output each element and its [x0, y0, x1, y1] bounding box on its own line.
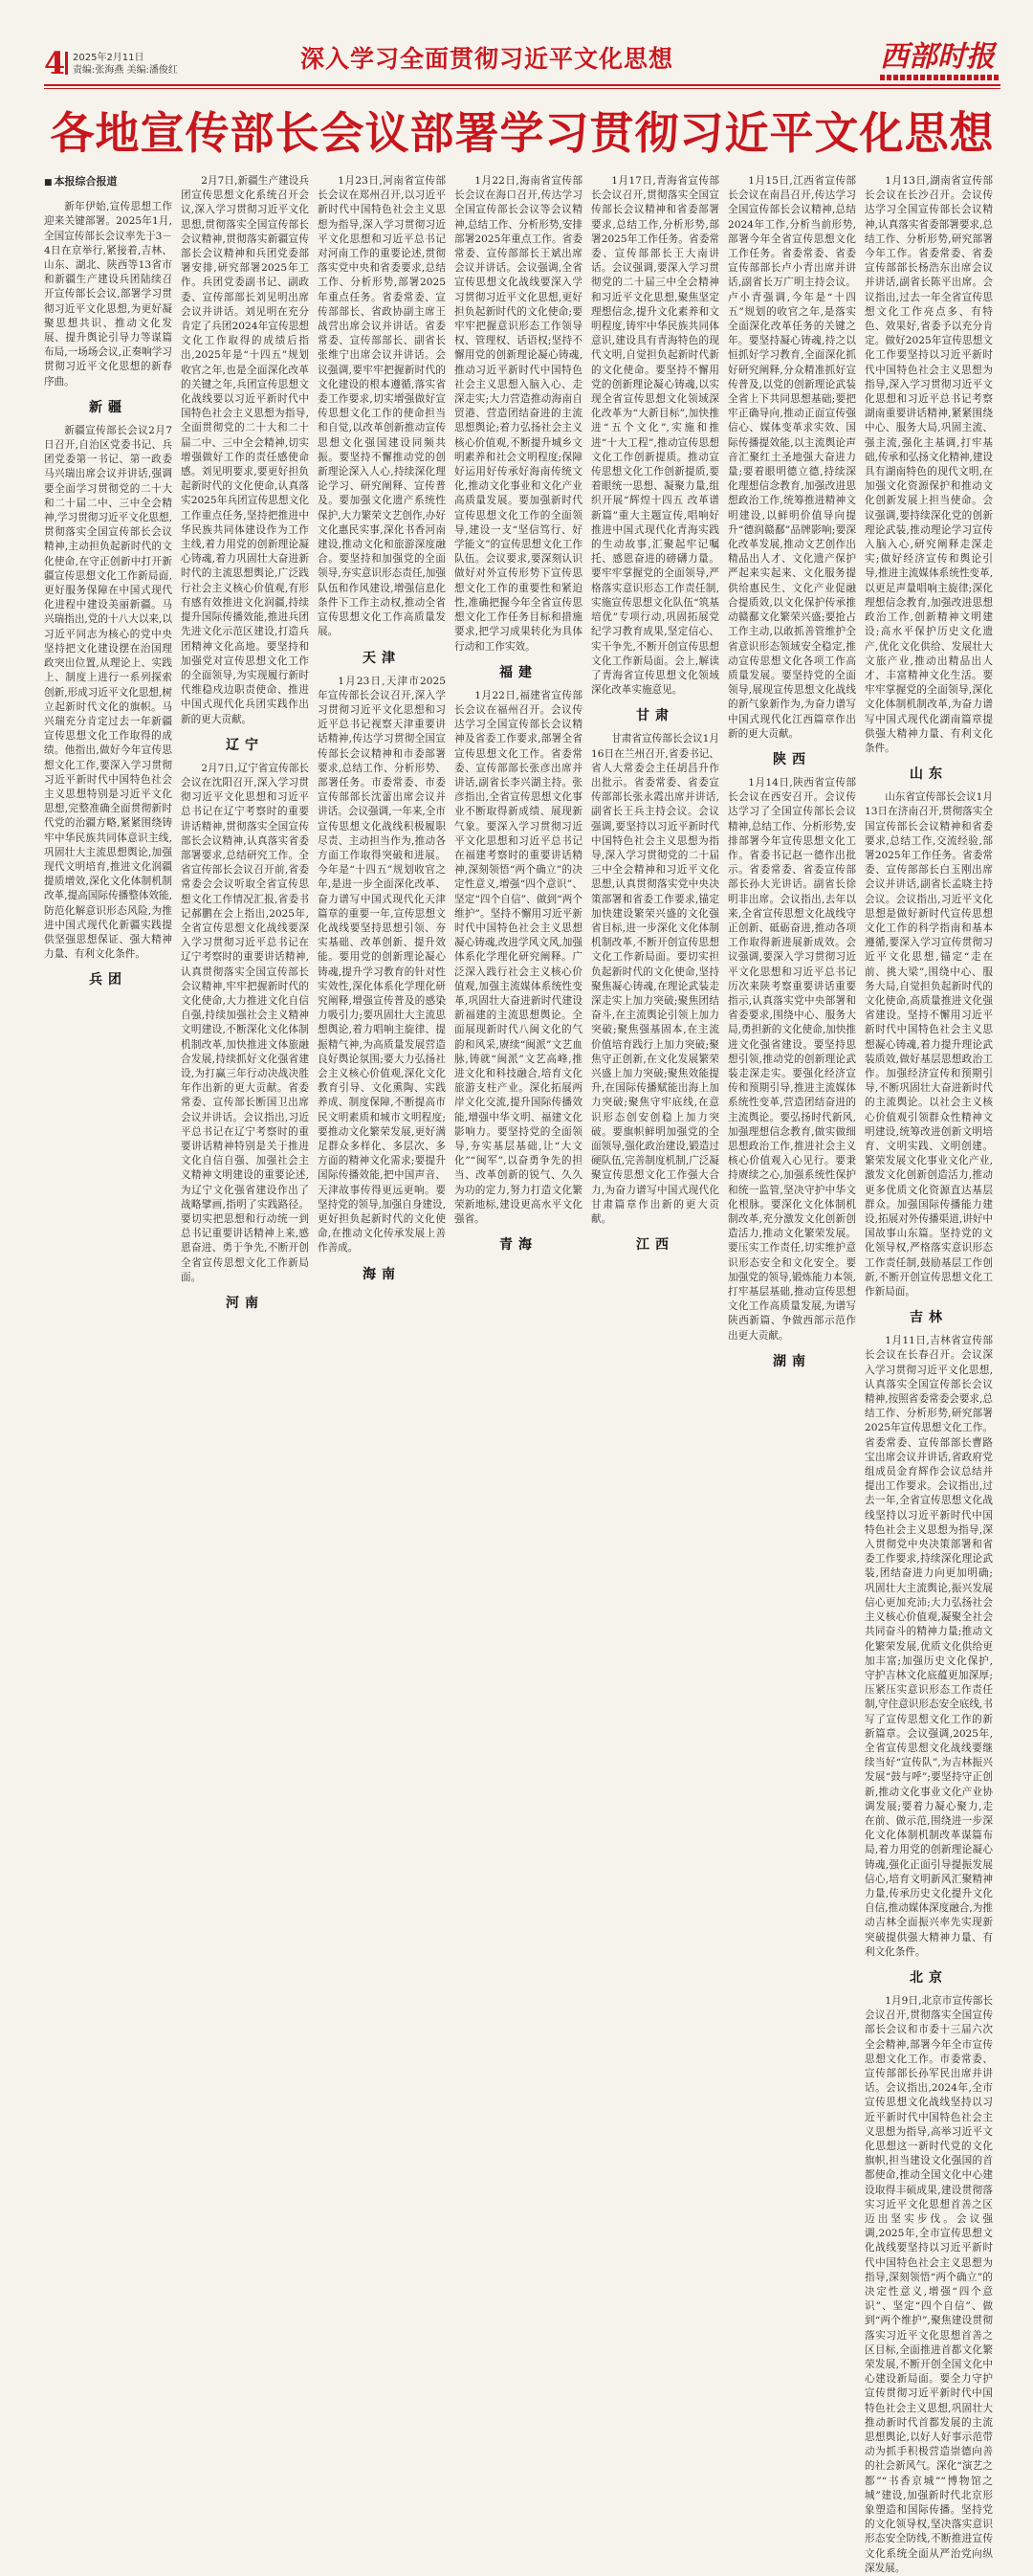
- section-heading-shaanxi: 陕西: [773, 751, 811, 767]
- section-heading-bingtuan: 兵团: [89, 972, 127, 988]
- article-column-3: [318, 174, 446, 1435]
- editors-credit: 责编:张海燕 美编:潘俊红: [73, 65, 178, 76]
- section-text-tianjin: 1月23日,天津市2025年宣传部长会议召开,深入学习贯彻习近平文化思想和习近平总书记视察天津重要讲话精神,传达学习贯彻全国宣传部长会议精神和市委部署要求,总结工作、分析形势、部署任务。市委常委、市委宣传部部长沈蕾出席会议并讲话。会议强调,一年来,全市宣传思想文化战线积极履职尽责、主动担当作为,推动各方面工作取得突破和进展。今年是“十四五”规划收官之年,是进一步全面深化改革、奋力谱写中国式现代化天津篇章的重要一年,宣传思想文化战线要坚持思想引领、夯实基础、改革创新、提升效能。要用党的创新理论凝心铸魂,提升学习教育的针对性实效性,深化体系化学理化研究阐释,增强宣传普及的感染力吸引力;要巩固壮大主流思想舆论,着力唱响主旋律、提振精气神,为高质量发展营造良好舆论氛围;要大力弘扬社会主义核心价值观,深化文化教育引导、文化熏陶、实践养成、制度保障,不断提高市民文明素质和城市文明程度;要推动文化繁荣发展,更好满足群众多样化、多层次、多方面的精神文化需求;要提升国际传播效能,把中国声音、天津故事传得更远更响。要坚持党的领导,加强自身建设,更好担负起新时代的文化使命,在推动文化传承发展上善作善成。: [318, 675, 446, 1255]
- intro-paragraph: 新年伊始,宣传思想工作迎来关键部署。2025年1月,全国宣传部长会议率先于3－4日在京举行,紧接着,吉林、山东、湖北、陕西等13省市和新疆生产建设兵团陆续召开宣传部长会议,部署学习贯彻习近平文化思想,为更好凝聚思想共识、推动文化发展、提升舆论引导力等谋篇布局,一场场会议,正奏响学习贯彻习近平文化思想的新春序曲。: [44, 201, 172, 388]
- section-text-xinjiang: 新疆宣传部长会议2月7日召开,自治区党委书记、兵团党委第一书记、第一政委马兴瑞出席会议并讲话,强调要全面学习贯彻党的二十大和二十届二中、三中全会精神,学习贯彻习近平文化思想,贯彻落实全国宣传部长会议精神,主动担负起新时代的文化使命,在守正创新中打开新疆宣传思想文化工作新局面,更好服务保障在中国式现代化进程中建设美丽新疆。马兴瑞指出,党的十八大以来,以习近平同志为核心的党中央坚持把文化建设摆在治国理政突出位置,从理论上、实践上、制度上进行一系列探索创新,形成习近平文化思想,树立起新时代文化的旗帜。马兴瑞充分肯定过去一年新疆宣传思想文化工作取得的成绩。他指出,做好今年宣传思想文化工作,要深入学习贯彻习近平新时代中国特色社会主义思想特别是习近平文化思想,完整准确全面贯彻新时代党的治疆方略,紧紧围绕铸牢中华民族共同体意识主线,巩固壮大主流思想舆论,加强现代文明培育,推进文化润疆提质增效,深化文化体制机制改革,提高国际传播整体效能,防范化解意识形态风险,为推进中国式现代化新疆实践提供坚强思想保证、强大精神力量、有利文化条件。: [44, 424, 172, 961]
- article-column-5: [591, 174, 719, 1435]
- section-text-fujian: 1月22日,福建省宣传部长会议在福州召开。会议传达学习全国宣传部长会议精神及省委工作要求,部署全省宣传思想文化工作。省委常委、宣传部部长张彦出席并讲话,副省长李兴湖主持。张彦指出,全省宣传思想文化事业不断取得新成绩、展现新气象。要深入学习贯彻习近平文化思想和习近平总书记在福建考察时的重要讲话精神,深刻领悟“两个确立”的决定性意义,增强“四个意识”、坚定“四个自信”、做到“两个维护”。坚持不懈用习近平新时代中国特色社会主义思想凝心铸魂,改进学风文风,加强体系化学理化研究阐释。广泛深入践行社会主义核心价值观,加强主流媒体系统性变革,巩固壮大奋进新时代建设新福建的主流思想舆论。全面展现新时代八闽文化的气韵和风采,赓续“闽派”文艺血脉,铸就“闽派”文艺高峰,推进文化和科技融合,培育文化旅游支柱产业。深化拓展两岸文化交流,提升国际传播效能,增强中华文明、福建文化影响力。要坚持党的全面领导,夯实基层基础,让“大文化”“闽军”,以奋勇争先的担当、改革创新的锐气、久久为功的定力,努力打造文化繁荣新地标,建设更高水平文化强省。: [454, 689, 582, 1226]
- section-heading-qinghai: 青海: [499, 1237, 538, 1254]
- header-rule: [44, 84, 1000, 86]
- byline: ■ 本报综合报道: [44, 174, 172, 190]
- header-divider: [65, 52, 68, 75]
- section-heading-liaoning: 辽宁: [226, 737, 264, 753]
- section-heading-hainan: 海南: [363, 1266, 401, 1282]
- article-column-1: [44, 174, 172, 1435]
- logo-underline: [880, 75, 1000, 80]
- section-text-shaanxi: 1月14日,陕西省宣传部长会议在西安召开。会议传达学习了全国宣传部长会议精神,总结工作、分析形势,安排部署今年宣传思想文化工作。省委书记赵一德作出批示。省委常委、省委宣传部部长孙大光讲话。副省长徐明非出席。会议指出,去年以来,全省宣传思想文化战线守正创新、砥砺奋进,推动各项工作取得新进展新成效。会议强调,要深入学习贯彻习近平文化思想和习近平总书记历次来陕考察重要讲话重要指示,认真落实党中央部署和省委要求,围绕中心、服务大局,勇担新的文化使命,加快推进文化强省建设。要坚持思想引领,推动党的创新理论武装走深走实。要强化经济宣传和预期引导,推进主流媒体系统性变革,营造团结奋进的主流舆论。要弘扬时代新风,加强理想信念教育,做实做细思想政治工作,推进社会主义核心价值观入心见行。要秉持赓续之心,加强系统性保护和统一监管,坚决守护中华文化根脉。要深化文化体制机制改革,充分激发文化创新创造活力,推动文化繁荣发展。要压实工作责任,切实维护意识形态安全和文化安全。要加强党的领导,锻炼能力本领,打牢基层基础,推动宣传思想文化工作高质量发展,为谱写陕西新篇、争做西部示范作出更大贡献。: [728, 776, 856, 1342]
- issue-date: 2025年2月11日: [73, 53, 144, 63]
- page-header: [44, 40, 1000, 82]
- section-text-shandong: 山东省宣传部长会议1月13日在济南召开,贯彻落实全国宣传部长会议精神和省委要求,总结工作,交流经验,部署2025年工作任务。省委常委、宣传部部长白玉刚出席会议并讲话,副省长孟晓主持会议。会议指出,习近平文化思想是做好新时代宣传思想文化工作的科学指南和基本遵循,要深入学习宣传贯彻习近平文化思想,锚定“走在前、挑大梁”,围绕中心、服务大局,自觉担负起新时代的文化使命,高质量推进文化强省建设。坚持不懈用习近平新时代中国特色社会主义思想凝心铸魂,着力提升理论武装质效,做好基层思想政治工作。加强经济宣传和预期引导,不断巩固壮大奋进新时代的主流舆论。以社会主义核心价值观引领群众性精神文明建设,统筹改进创新文明培育、文明实践、文明创建。繁荣发展文化事业文化产业,激发文化创新创造活力,推动更多优质文化资源直达基层群众。加强国际传播能力建设,拓展对外传播渠道,讲好中国故事山东篇。坚持党的文化领导权,严格落实意识形态工作责任制,鼓励基层工作创新,不断开创宣传思想文化工作新局面。: [865, 791, 993, 1299]
- article-column-4: [454, 174, 582, 1435]
- section-heading-gansu: 甘肃: [636, 708, 674, 724]
- section-text-henan: 1月23日,河南省宣传部长会议在郑州召开,以习近平新时代中国特色社会主义思想为指导,深入学习贯彻习近平文化思想和习近平总书记对河南工作的重要论述,贯彻落实党中央和省委要求,总结工作、分析形势,部署2025年重点任务。省委常委、宣传部部长、省政协副主席王战营出席会议并讲话。省委常委、宣传部部长、副省长张维宁出席会议并讲话。会议强调,要牢牢把握新时代的文化建设的根本遵循,落实省委工作要求,切实增强做好宣传思想文化工作的使命担当和自觉,以改革创新推动宣传思想文化强国建设同频共振。要坚持不懈推动党的创新理论深入人心,持续深化理论学习、研究阐释、宣传普及。要加强文化遗产系统性保护,大力繁荣文艺创作,办好文化惠民实事,深化书香河南建设,推动文化和旅游深度融合。要坚持和加强党的全面领导,夯实意识形态责任,加强队伍和作风建设,增强信息化条件下工作主动权,推动全省宣传思想文化工作高质量发展。: [318, 175, 446, 638]
- section-text-liaoning: 2月7日,辽宁省宣传部长会议在沈阳召开,深入学习贯彻习近平文化思想和习近平总书记在辽宁考察时的重要讲话精神,贯彻落实全国宣传部长会议精神,认真落实省委部署要求,总结研究工作。全省宣传部长会议召开前,省委常委会会议听取全省宣传思想文化工作情况汇报,省委书记郝鹏在会上指出,2025年,全省宣传思想文化战线要深入学习贯彻习近平总书记在辽宁考察时的重要讲话精神,认真贯彻落实全国宣传部长会议精神,牢牢把握新时代的文化使命,大力推进文化自信自强,持续加强社会主义精神文明建设,不断深化文化体制机制改革,加快推进文体旅融合发展,持续抓好文化强省建设,为打赢三年行动决战决胜年作出新的更大贡献。省委常委、宣传部长断国卫出席会议并讲话。会议指出,习近平总书记在辽宁考察时的重要讲话精神特别是关于推进文化自信自强、加强社会主义精神文明建设的重要论述,为辽宁文化强省建设作出了战略擘画,指明了实践路径。要切实把思想和行动统一到总书记重要讲话精神上来,感恩奋进、勇于争先,不断开创全省宣传思想文化工作新局面。: [181, 762, 309, 1283]
- section-heading-tianjin: 天津: [363, 650, 401, 666]
- header-meta: [73, 52, 178, 77]
- section-text-hainan: 1月22日,海南省宣传部长会议在海口召开,传达学习全国宣传部长会议等会议精神,总结工作、分析形势,安排部署2025年重点工作。省委常委、宣传部部长王斌出席会议并讲话。会议强调,全省宣传思想文化战线要深入学习贯彻习近平文化思想,更好担负起新时代的文化使命;要牢牢把握意识形态工作领导权、管理权、话语权;坚持不懈用党的创新理论凝心铸魂,推动习近平新时代中国特色社会主义思想入脑入心、走深走实;大力营造推动海南自贸港、营造团结奋进的主流思想舆论;着力弘扬社会主义核心价值观,不断提升城乡文明素养和社会文明程度;保障好运用好传承好海南传统文化,推动文化事业和文化产业高质量发展。要加强新时代宣传思想文化工作的全面领导,建设一支“坚信笃行、好学能文”的宣传思想文化工作队伍。会议要求,要深刻认识做好对外宣传形势下宣传思想文化工作的重要性和紧迫性,准确把握今年全省宣传思想文化工作任务目标和措施要求,把学习成果转化为具体行动和工作实效。: [454, 175, 582, 653]
- section-heading-beijing: 北京: [910, 1969, 948, 1986]
- section-text-qinghai: 1月17日,青海省宣传部长会议召开,贯彻落实全国宣传部长会议精神和省委部署要求,总结工作,分析形势,部署2025年工作任务。省委常委、宣传部部长王大南讲话。会议强调,要深入学习贯彻党的二十届三中全会精神和习近平文化思想,聚焦坚定理想信念,提升文化素养和文明程度,铸牢中华民族共同体意识,建设具有青海特色的现代文明,自觉担负起新时代新的文化使命。要坚持不懈用党的创新理论凝心铸魂,以实现全省宣传思想文化领域深化改革为“大新目标”,加快推进“五个文化”,实施和推进“十大工程”,推动宣传思想文化工作创新提质。推动宣传思想文化工作创新提质,要着眼统一思想、凝聚力量,组织开展“辉煌十四五 改革谱新篇”重大主题宣传,唱响好推进中国式现代化青海实践的生动故事,汇聚起牢记嘱托、感恩奋进的磅礴力量。要牢牢掌握党的全面领导,严格落实意识形态工作责任制,实施宣传思想文化队伍“筑基培优”专项行动,巩固拓展党纪学习教育成果,坚定信心、实干争先,不断开创宣传思想文化工作新局面。会上,解读了青海省宣传思想文化领域深化改革实施意见。: [591, 175, 719, 697]
- newspaper-logo: 西部时报: [880, 40, 995, 74]
- page-number: 4: [44, 45, 66, 81]
- section-banner: 深入学习全面贯彻习近平文化思想: [300, 45, 674, 73]
- section-heading-xinjiang: 新疆: [89, 399, 127, 415]
- section-text-jilin: 1月11日,吉林省宣传部长会议在长春召开。会议深入学习贯彻习近平文化思想,认真落实全国宣传部长会议精神,按照省委常委会要求,总结工作、分析形势,研究部署2025年宣传思想文化工作。省委常委、宣传部部长曹路宝出席会议并讲话,省政府党组成员金育辉作会议总结并提出工作要求。会议指出,过去一年,全省宣传思想文化战线坚持以习近平新时代中国特色社会主义思想为指导,深入贯彻党中央决策部署和省委工作要求,持续深化理论武装,团结奋进力向更加明确;巩固壮大主流舆论,振兴发展信心更加充沛;大力弘扬社会主义核心价值观,凝聚全社会共同奋斗的精神力量;推动文化繁荣发展,优质文化供给更加丰富;加强历史文化保护,守护吉林文化底蕴更加深厚;压紧压实意识形态工作责任制,守住意识形态安全底线,书写了宣传思想文化工作的新新篇章。会议强调,2025年,全省宣传思想文化战线要继续当好“宣传队”,为吉林振兴发展“鼓与呼”;要坚持守正创新,推动文化事业文化产业协调发展;要着力凝心聚力,走在前、做示范,围绕进一步深化文化体制机制改革谋篇布局,着力用党的创新理论凝心铸魂,强化正面引导提振发展信心,培育文明新风汇聚精神力量,传承历史文化提升文化自信,推动媒体深度融合,为推动吉林全面振兴率先实现新突破提供强大精神力量、有利文化条件。: [865, 1335, 993, 1958]
- header-rule-thin: [44, 88, 1000, 89]
- section-text-jiangxi: 1月15日,江西省宣传部长会议在南昌召开,传达学习全国宣传部长会议精神,总结2024年工作,分析当前形势,部署今年全省宣传思想文化工作任务。省委常委、省委宣传部部长卢小青出席并讲话,副省长万广明主持会议。卢小青强调,今年是“十四五”规划的收官之年,是落实全面深化改革任务的关键之年。要坚持凝心铸魂,持之以恒抓好学习教育,全面深化抓好研究阐释,分众精准抓好宣传普及,以党的创新理论武装全省上下共同思想基础;要把牢正确导向,推动正面宣传强信心、媒体变革求实效、国际传播提效能,以主流舆论声音汇聚红土圣地强大奋进力量;要着眼明德立德,持续深化理想信念教育,加强改进思想政治工作,统筹推进精神文明建设,以鲜明价值导向提升“德润赣鄱”品牌影响;要深化改革发展,推动文艺创作出精品出人才、文化遗产保护严起来实起来、文化服务提供给惠民生、文化产业促融合提质效,以文化保护传承推动赣鄱文化繁荣兴盛;要抢占工作主动,以敢抓善管维护全省意识形态领域安全稳定,推动宣传思想文化各项工作高质量发展。要坚持党的全面领导,展现宣传思想文化战线的新气象新作为,为奋力谱写中国式现代化江西篇章作出新的更大贡献。: [728, 175, 856, 740]
- section-heading-jiangxi: 江西: [636, 1237, 674, 1254]
- section-text-bingtuan: 2月7日,新疆生产建设兵团宣传思想文化系统召开会议,深入学习贯彻习近平文化思想,贯彻落实全国宣传部长会议精神,贯彻落实新疆宣传部长会议精神和兵团党委部署安排,研究部署2025年工作。兵团党委副书记、副政委、宣传部部长刘见明出席会议并讲话。刘见明在充分肯定了兵团2024年宣传思想文化工作取得的成绩后指出,2025年是“十四五”规划收官之年,也是全面深化改革的关键之年,兵团宣传思想文化战线要以习近平新时代中国特色社会主义思想为指导,全面贯彻党的二十大和二十届二中、三中全会精神,切实增强做好工作的责任感使命感。刘见明要求,要更好担负起新时代的文化使命,认真落实2025年兵团宣传思想文化工作重点任务,坚持把推进中华民族共同体建设作为工作主线,着力用党的创新理论凝心铸魂,着力巩固壮大奋进新时代的主流思想舆论,广泛践行社会主义核心价值观,有形有感有效推进文化润疆,持续提升国际传播效能,推进兵团先进文化示范区建设,打造兵团精神文化高地。要坚持和加强党对宣传思想文化工作的全面领导,为实现履行新时代维稳戍边职责使命、推进中国式现代化兵团实践作出新的更大贡献。: [181, 175, 309, 725]
- page-headline: 各地宣传部长会议部署学习贯彻习近平文化思想: [50, 107, 995, 159]
- article-column-6: [728, 174, 856, 1435]
- section-text-hunan: 1月13日,湖南省宣传部长会议在长沙召开。会议传达学习全国宣传部长会议精神,认真落实省委部署要求,总结工作、分析形势,研究部署今年工作。省委常委、省委宣传部部长杨浩东出席会议并讲话,副省长陈平出席。会议指出,过去一年全省宣传思想文化工作亮点多、有特色、效果好,省委予以充分肯定。做好2025年宣传思想文化工作要坚持以习近平新时代中国特色社会主义思想为指导,深入学习贯彻习近平文化思想和习近平总书记考察湖南重要讲话精神,紧紧围绕中心、服务大局,巩固主流、强主流,强化主基调,打牢基础,传承和弘扬文化精神,建设具有湖南特色的现代文明,在加强文化资源保护和推动文化创新发展上担当使命。会议强调,要持续深化党的创新理论武装,推动理论学习宣传入脑入心,研究阐释走深走实;做好经济宣传和舆论引导,推进主流媒体系统性变革,以更足声量唱响主旋律;深化理想信念教育,加强改进思想政治工作,创新精神文明建设;高水平保护历史文化遗产,优化文化供给、发展壮大文旅产业,推动出精品出人才、丰富精神文化生活。要牢牢掌握党的全面领导,深化文化体制机制改革,为奋力谱写中国式现代化湖南篇章提供强大精神力量、有利文化条件。: [865, 175, 993, 754]
- article-column-2: [181, 174, 309, 1435]
- section-text-gansu: 甘肃省宣传部长会议1月16日在兰州召开,省委书记、省人大常委会主任胡昌升作出批示。省委常委、省委宣传部部长张永霞出席并讲话,副省长王兵主持会议。会议强调,要坚持以习近平新时代中国特色社会主义思想为指导,深入学习贯彻党的二十届三中全会精神和习近平文化思想,认真贯彻落实党中央决策部署和省委工作要求,锚定加快建设繁荣兴盛的文化强省目标,进一步深化文化体制机制改革,不断开创宣传思想文化工作新局面。要切实担负起新时代的文化使命,坚持聚焦凝心铸魂,在理论武装走深走实上加力突破;聚焦团结奋斗,在主流舆论引领上加力突破;聚焦强基固本,在主流价值培育践行上加力突破;聚焦守正创新,在文化发展繁荣兴盛上加力突破;聚焦效能提升,在国际传播赋能出海上加力突破;聚焦守牢底线,在意识形态创安创稳上加力突破。要旗帜鲜明加强党的全面领导,强化政治建设,锻造过硬队伍,完善制度机制,广泛凝聚宣传思想文化工作强大合力,为奋力谱写中国式现代化甘肃篇章作出新的更大贡献。: [591, 733, 719, 1226]
- section-heading-hunan: 湖南: [773, 1353, 811, 1369]
- article-column-7: [865, 174, 993, 2574]
- section-heading-jilin: 吉林: [910, 1310, 948, 1326]
- section-heading-fujian: 福建: [499, 664, 538, 680]
- section-heading-henan: 河南: [226, 1296, 264, 1312]
- section-text-beijing: 1月9日,北京市宣传部长会议召开,贯彻落实全国宣传部长会议和市委十三届六次全会精神,部署今年全市宣传思想文化工作。市委常委、宣传部部长孙军民出席并讲话。会议指出,2024年,全市宣传思想文化战线坚持以习近平新时代中国特色社会主义思想为指导,高举习近平文化思想这一新时代党的文化旗帜,担当建设文化强国的首都使命,推动全国文化中心建设取得丰硕成果,建设贯彻落实习近平文化思想首善之区迈出坚实步伐。会议强调,2025年,全市宣传思想文化战线要坚持以习近平新时代中国特色社会主义思想为指导,深刻领悟“两个确立”的决定性意义,增强“四个意识”、坚定“四个自信”、做到“两个维护”,聚焦建设贯彻落实习近平文化思想首善之区目标,全面推进首都文化繁荣发展,不断开创全国文化中心建设新局面。要全力守护宣传贯彻习近平新时代中国特色社会主义思想,巩固壮大推动新时代首都发展的主流思想舆论,以好人好事示范带动为抓手积极营造崇德向善的社会新风气。深化“演艺之都”“书香京城”“博物馆之城”建设,加强新时代北京形象塑造和国际传播。坚持党的文化领导权,坚决落实意识形态安全防线,不断推进宣传文化系统全面从严治党向纵深发展。: [865, 1994, 993, 2574]
- section-heading-shandong: 山东: [910, 766, 948, 783]
